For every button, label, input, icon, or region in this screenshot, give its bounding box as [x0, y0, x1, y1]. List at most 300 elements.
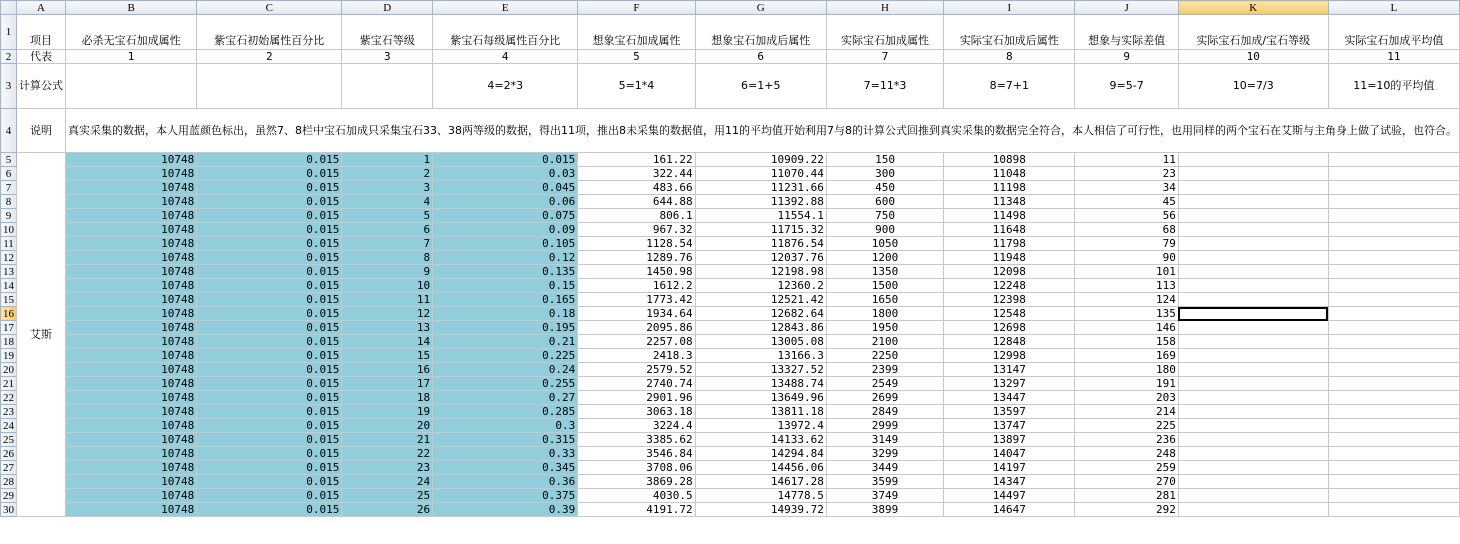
cell-c[interactable]: 0.015	[197, 181, 342, 195]
select-all-corner[interactable]	[1, 1, 17, 15]
cell-h[interactable]: 1200	[826, 251, 943, 265]
cell-e[interactable]: 0.33	[433, 447, 578, 461]
cell-e[interactable]: 0.285	[433, 405, 578, 419]
cell-j[interactable]: 191	[1075, 377, 1178, 391]
cell-h[interactable]: 150	[826, 153, 943, 167]
cell-k[interactable]	[1178, 265, 1328, 279]
cell-h[interactable]: 1500	[826, 279, 943, 293]
cell-l[interactable]	[1328, 377, 1459, 391]
cell-e[interactable]: 0.135	[433, 265, 578, 279]
row-header[interactable]: 2	[1, 50, 17, 64]
cell-k[interactable]	[1178, 433, 1328, 447]
cell-f[interactable]: 1773.42	[578, 293, 695, 307]
cell-c[interactable]: 0.015	[197, 461, 342, 475]
column-header-c[interactable]: C	[197, 1, 342, 15]
cell-l[interactable]	[1328, 433, 1459, 447]
cell-g[interactable]: 12037.76	[695, 251, 826, 265]
row-header[interactable]: 26	[1, 447, 17, 461]
cell-j[interactable]: 281	[1075, 489, 1178, 503]
cell-e[interactable]: 0.045	[433, 181, 578, 195]
code-cell[interactable]: 8	[944, 50, 1075, 64]
row-header[interactable]: 18	[1, 335, 17, 349]
cell-b[interactable]: 10748	[66, 195, 197, 209]
cell-c[interactable]: 0.015	[197, 293, 342, 307]
cell-d[interactable]: 20	[342, 419, 433, 433]
cell-j[interactable]: 56	[1075, 209, 1178, 223]
formula-cell[interactable]: 8=7+1	[944, 64, 1075, 109]
cell-e[interactable]: 0.36	[433, 475, 578, 489]
cell-k[interactable]	[1178, 153, 1328, 167]
formula-cell[interactable]: 10=7/3	[1178, 64, 1328, 109]
cell-g[interactable]: 13811.18	[695, 405, 826, 419]
cell-j[interactable]: 180	[1075, 363, 1178, 377]
row-header[interactable]: 11	[1, 237, 17, 251]
cell-g[interactable]: 13166.3	[695, 349, 826, 363]
cell-k[interactable]	[1178, 475, 1328, 489]
cell-f[interactable]: 1934.64	[578, 307, 695, 321]
cell-j[interactable]: 169	[1075, 349, 1178, 363]
cell-k[interactable]	[1178, 251, 1328, 265]
cell-c[interactable]: 0.015	[197, 223, 342, 237]
cell-f[interactable]: 2740.74	[578, 377, 695, 391]
cell-h[interactable]: 3749	[826, 489, 943, 503]
cell-i[interactable]: 13597	[944, 405, 1075, 419]
cell-f[interactable]: 644.88	[578, 195, 695, 209]
cell-b[interactable]: 10748	[66, 363, 197, 377]
column-header-h[interactable]: H	[826, 1, 943, 15]
cell-k[interactable]	[1178, 503, 1328, 517]
cell-j[interactable]: 225	[1075, 419, 1178, 433]
cell-h[interactable]: 2699	[826, 391, 943, 405]
cell-f[interactable]: 2579.52	[578, 363, 695, 377]
row-header[interactable]: 12	[1, 251, 17, 265]
cell-c[interactable]: 0.015	[197, 475, 342, 489]
cell-j[interactable]: 79	[1075, 237, 1178, 251]
column-header-e[interactable]: E	[433, 1, 578, 15]
cell-h[interactable]: 600	[826, 195, 943, 209]
cell-i[interactable]: 12398	[944, 293, 1075, 307]
formula-cell[interactable]	[342, 64, 433, 109]
cell-i[interactable]: 14197	[944, 461, 1075, 475]
cell-b[interactable]: 10748	[66, 419, 197, 433]
cell-l[interactable]	[1328, 279, 1459, 293]
row-header[interactable]: 4	[1, 109, 17, 153]
cell-f[interactable]: 3546.84	[578, 447, 695, 461]
cell-f[interactable]: 1612.2	[578, 279, 695, 293]
cell-l[interactable]	[1328, 195, 1459, 209]
cell-l[interactable]	[1328, 251, 1459, 265]
cell-e[interactable]: 0.345	[433, 461, 578, 475]
cell-j[interactable]: 158	[1075, 335, 1178, 349]
cell-d[interactable]: 8	[342, 251, 433, 265]
cell-h[interactable]: 1650	[826, 293, 943, 307]
cell-f[interactable]: 2257.08	[578, 335, 695, 349]
cell-b[interactable]: 10748	[66, 293, 197, 307]
cell-k[interactable]	[1178, 237, 1328, 251]
row-header[interactable]: 10	[1, 223, 17, 237]
cell-g[interactable]: 11876.54	[695, 237, 826, 251]
cell-k[interactable]	[1178, 181, 1328, 195]
code-cell[interactable]: 10	[1178, 50, 1328, 64]
cell-b[interactable]: 10748	[66, 335, 197, 349]
cell-k[interactable]	[1178, 321, 1328, 335]
cell-c[interactable]: 0.015	[197, 363, 342, 377]
note-label[interactable]: 说明	[17, 109, 66, 153]
cell-j[interactable]: 45	[1075, 195, 1178, 209]
cell-b[interactable]: 10748	[66, 433, 197, 447]
cell-j[interactable]: 23	[1075, 167, 1178, 181]
formula-cell[interactable]: 9=5-7	[1075, 64, 1178, 109]
cell-k[interactable]	[1178, 363, 1328, 377]
header-cell[interactable]: 实际宝石加成平均值	[1328, 15, 1459, 50]
cell-e[interactable]: 0.165	[433, 293, 578, 307]
cell-h[interactable]: 3149	[826, 433, 943, 447]
cell-e[interactable]: 0.105	[433, 237, 578, 251]
cell-g[interactable]: 11231.66	[695, 181, 826, 195]
cell-d[interactable]: 2	[342, 167, 433, 181]
cell-b[interactable]: 10748	[66, 475, 197, 489]
cell-f[interactable]: 3869.28	[578, 475, 695, 489]
cell-l[interactable]	[1328, 307, 1459, 321]
row-header[interactable]: 21	[1, 377, 17, 391]
cell-j[interactable]: 34	[1075, 181, 1178, 195]
cell-l[interactable]	[1328, 265, 1459, 279]
header-cell[interactable]: 紫宝石每级属性百分比	[433, 15, 578, 50]
cell-f[interactable]: 3063.18	[578, 405, 695, 419]
cell-g[interactable]: 14939.72	[695, 503, 826, 517]
cell-h[interactable]: 1800	[826, 307, 943, 321]
cell-j[interactable]: 11	[1075, 153, 1178, 167]
code-cell[interactable]: 9	[1075, 50, 1178, 64]
cell-j[interactable]: 135	[1075, 307, 1178, 321]
cell-c[interactable]: 0.015	[197, 503, 342, 517]
cell-d[interactable]: 19	[342, 405, 433, 419]
cell-l[interactable]	[1328, 153, 1459, 167]
cell-f[interactable]: 1289.76	[578, 251, 695, 265]
formula-cell[interactable]: 11=10的平均值	[1328, 64, 1459, 109]
cell-e[interactable]: 0.06	[433, 195, 578, 209]
cell-f[interactable]: 1450.98	[578, 265, 695, 279]
cell-l[interactable]	[1328, 503, 1459, 517]
row-header[interactable]: 25	[1, 433, 17, 447]
cell-d[interactable]: 4	[342, 195, 433, 209]
cell-e[interactable]: 0.21	[433, 335, 578, 349]
row-header[interactable]: 13	[1, 265, 17, 279]
cell-k[interactable]	[1178, 335, 1328, 349]
row-header[interactable]: 29	[1, 489, 17, 503]
column-header-a[interactable]: A	[17, 1, 66, 15]
cell-d[interactable]: 17	[342, 377, 433, 391]
row-header[interactable]: 19	[1, 349, 17, 363]
column-header-k[interactable]: K	[1178, 1, 1328, 15]
cell-c[interactable]: 0.015	[197, 265, 342, 279]
cell-c[interactable]: 0.015	[197, 447, 342, 461]
cell-b[interactable]: 10748	[66, 447, 197, 461]
cell-g[interactable]: 14456.06	[695, 461, 826, 475]
cell-b[interactable]: 10748	[66, 209, 197, 223]
cell-d[interactable]: 16	[342, 363, 433, 377]
row-header[interactable]: 20	[1, 363, 17, 377]
header-cell[interactable]: 实际宝石加成后属性	[944, 15, 1075, 50]
cell-c[interactable]: 0.015	[197, 419, 342, 433]
row-header[interactable]: 9	[1, 209, 17, 223]
cell-i[interactable]: 13747	[944, 419, 1075, 433]
group-label[interactable]: 艾斯	[17, 153, 66, 517]
cell-i[interactable]: 11198	[944, 181, 1075, 195]
row-header[interactable]: 7	[1, 181, 17, 195]
row-header[interactable]: 8	[1, 195, 17, 209]
formula-cell[interactable]: 4=2*3	[433, 64, 578, 109]
code-cell[interactable]: 3	[342, 50, 433, 64]
cell-j[interactable]: 90	[1075, 251, 1178, 265]
cell-g[interactable]: 14133.62	[695, 433, 826, 447]
cell-h[interactable]: 2250	[826, 349, 943, 363]
cell-e[interactable]: 0.15	[433, 279, 578, 293]
cell-h[interactable]: 900	[826, 223, 943, 237]
cell-d[interactable]: 18	[342, 391, 433, 405]
row-header[interactable]: 6	[1, 167, 17, 181]
cell-b[interactable]: 10748	[66, 391, 197, 405]
cell-f[interactable]: 2095.86	[578, 321, 695, 335]
cell-d[interactable]: 24	[342, 475, 433, 489]
cell-h[interactable]: 3899	[826, 503, 943, 517]
cell-f[interactable]: 2418.3	[578, 349, 695, 363]
cell-b[interactable]: 10748	[66, 489, 197, 503]
cell-f[interactable]: 806.1	[578, 209, 695, 223]
cell-i[interactable]: 13447	[944, 391, 1075, 405]
cell-i[interactable]: 12848	[944, 335, 1075, 349]
cell-i[interactable]: 14647	[944, 503, 1075, 517]
cell-h[interactable]: 2999	[826, 419, 943, 433]
row-header[interactable]: 17	[1, 321, 17, 335]
cell-b[interactable]: 10748	[66, 237, 197, 251]
row-header[interactable]: 30	[1, 503, 17, 517]
cell-i[interactable]: 13297	[944, 377, 1075, 391]
cell-j[interactable]: 146	[1075, 321, 1178, 335]
cell-g[interactable]: 10909.22	[695, 153, 826, 167]
cell-l[interactable]	[1328, 349, 1459, 363]
cell-l[interactable]	[1328, 293, 1459, 307]
cell-j[interactable]: 214	[1075, 405, 1178, 419]
cell-e[interactable]: 0.255	[433, 377, 578, 391]
cell-b[interactable]: 10748	[66, 349, 197, 363]
header-cell[interactable]: 实际宝石加成属性	[826, 15, 943, 50]
code-cell[interactable]: 代表	[17, 50, 66, 64]
cell-c[interactable]: 0.015	[197, 321, 342, 335]
cell-i[interactable]: 14047	[944, 447, 1075, 461]
cell-c[interactable]: 0.015	[197, 307, 342, 321]
cell-e[interactable]: 0.195	[433, 321, 578, 335]
cell-b[interactable]: 10748	[66, 377, 197, 391]
column-header-d[interactable]: D	[342, 1, 433, 15]
cell-d[interactable]: 12	[342, 307, 433, 321]
cell-c[interactable]: 0.015	[197, 489, 342, 503]
cell-b[interactable]: 10748	[66, 153, 197, 167]
cell-e[interactable]: 0.3	[433, 419, 578, 433]
cell-h[interactable]: 450	[826, 181, 943, 195]
cell-c[interactable]: 0.015	[197, 195, 342, 209]
cell-k[interactable]	[1178, 391, 1328, 405]
cell-b[interactable]: 10748	[66, 307, 197, 321]
code-cell[interactable]: 11	[1328, 50, 1459, 64]
cell-c[interactable]: 0.015	[197, 405, 342, 419]
cell-d[interactable]: 21	[342, 433, 433, 447]
cell-f[interactable]: 3385.62	[578, 433, 695, 447]
cell-e[interactable]: 0.09	[433, 223, 578, 237]
column-header-l[interactable]: L	[1328, 1, 1459, 15]
cell-g[interactable]: 12198.98	[695, 265, 826, 279]
cell-e[interactable]: 0.12	[433, 251, 578, 265]
cell-i[interactable]: 11798	[944, 237, 1075, 251]
cell-k[interactable]	[1178, 223, 1328, 237]
cell-d[interactable]: 23	[342, 461, 433, 475]
cell-h[interactable]: 2549	[826, 377, 943, 391]
header-cell[interactable]: 必杀无宝石加成属性	[66, 15, 197, 50]
cell-i[interactable]: 12998	[944, 349, 1075, 363]
row-header[interactable]: 27	[1, 461, 17, 475]
cell-e[interactable]: 0.375	[433, 489, 578, 503]
cell-g[interactable]: 12843.86	[695, 321, 826, 335]
cell-d[interactable]: 25	[342, 489, 433, 503]
cell-c[interactable]: 0.015	[197, 279, 342, 293]
cell-f[interactable]: 483.66	[578, 181, 695, 195]
header-cell[interactable]: 想象与实际差值	[1075, 15, 1178, 50]
cell-j[interactable]: 68	[1075, 223, 1178, 237]
cell-k[interactable]	[1178, 489, 1328, 503]
cell-k[interactable]	[1178, 377, 1328, 391]
row-header[interactable]: 24	[1, 419, 17, 433]
cell-c[interactable]: 0.015	[197, 251, 342, 265]
cell-i[interactable]: 10898	[944, 153, 1075, 167]
cell-h[interactable]: 1350	[826, 265, 943, 279]
cell-c[interactable]: 0.015	[197, 209, 342, 223]
cell-j[interactable]: 292	[1075, 503, 1178, 517]
cell-d[interactable]: 22	[342, 447, 433, 461]
cell-h[interactable]: 750	[826, 209, 943, 223]
header-cell[interactable]: 实际宝石加成/宝石等级	[1178, 15, 1328, 50]
cell-d[interactable]: 1	[342, 153, 433, 167]
cell-k[interactable]	[1178, 405, 1328, 419]
cell-d[interactable]: 9	[342, 265, 433, 279]
cell-b[interactable]: 10748	[66, 321, 197, 335]
code-cell[interactable]: 2	[197, 50, 342, 64]
row-header[interactable]: 3	[1, 64, 17, 109]
cell-d[interactable]: 11	[342, 293, 433, 307]
cell-g[interactable]: 13327.52	[695, 363, 826, 377]
cell-c[interactable]: 0.015	[197, 433, 342, 447]
cell-i[interactable]: 12098	[944, 265, 1075, 279]
cell-l[interactable]	[1328, 223, 1459, 237]
note-text[interactable]: 真实采集的数据，本人用蓝颜色标出，虽然7、8栏中宝石加成只采集宝石33、38两等级的数据，得出11项，推出8未采集的数据值，用11的平均值开始利用7与8的计算公式回推到真实采集的数据完全符合，本人相信了可行性，也用同样的两个宝石在艾斯与主角身上做了试验，也符合。	[66, 109, 1460, 153]
cell-l[interactable]	[1328, 475, 1459, 489]
cell-i[interactable]: 13147	[944, 363, 1075, 377]
cell-g[interactable]: 12360.2	[695, 279, 826, 293]
cell-g[interactable]: 11070.44	[695, 167, 826, 181]
cell-i[interactable]: 11948	[944, 251, 1075, 265]
cell-i[interactable]: 12548	[944, 307, 1075, 321]
row-header[interactable]: 14	[1, 279, 17, 293]
formula-cell[interactable]: 5=1*4	[578, 64, 695, 109]
cell-l[interactable]	[1328, 391, 1459, 405]
cell-i[interactable]: 12248	[944, 279, 1075, 293]
row-header[interactable]: 23	[1, 405, 17, 419]
row-header[interactable]: 15	[1, 293, 17, 307]
cell-j[interactable]: 236	[1075, 433, 1178, 447]
cell-g[interactable]: 13488.74	[695, 377, 826, 391]
column-header-j[interactable]: J	[1075, 1, 1178, 15]
cell-h[interactable]: 3449	[826, 461, 943, 475]
formula-cell[interactable]	[197, 64, 342, 109]
cell-g[interactable]: 11715.32	[695, 223, 826, 237]
column-header-i[interactable]: I	[944, 1, 1075, 15]
cell-d[interactable]: 6	[342, 223, 433, 237]
cell-b[interactable]: 10748	[66, 167, 197, 181]
cell-l[interactable]	[1328, 237, 1459, 251]
cell-j[interactable]: 248	[1075, 447, 1178, 461]
cell-k[interactable]	[1178, 349, 1328, 363]
cell-d[interactable]: 15	[342, 349, 433, 363]
row-header[interactable]: 1	[1, 15, 17, 50]
cell-d[interactable]: 3	[342, 181, 433, 195]
header-cell[interactable]: 想象宝石加成后属性	[695, 15, 826, 50]
header-cell[interactable]: 项目	[17, 15, 66, 50]
cell-g[interactable]: 14778.5	[695, 489, 826, 503]
cell-j[interactable]: 203	[1075, 391, 1178, 405]
cell-d[interactable]: 5	[342, 209, 433, 223]
cell-c[interactable]: 0.015	[197, 153, 342, 167]
header-cell[interactable]: 紫宝石等级	[342, 15, 433, 50]
cell-e[interactable]: 0.03	[433, 167, 578, 181]
cell-c[interactable]: 0.015	[197, 349, 342, 363]
cell-g[interactable]: 11554.1	[695, 209, 826, 223]
cell-f[interactable]: 2901.96	[578, 391, 695, 405]
code-cell[interactable]: 6	[695, 50, 826, 64]
cell-e[interactable]: 0.015	[433, 153, 578, 167]
cell-g[interactable]: 14617.28	[695, 475, 826, 489]
cell-b[interactable]: 10748	[66, 251, 197, 265]
cell-g[interactable]: 12682.64	[695, 307, 826, 321]
cell-e[interactable]: 0.315	[433, 433, 578, 447]
cell-l[interactable]	[1328, 363, 1459, 377]
cell-c[interactable]: 0.015	[197, 335, 342, 349]
cell-b[interactable]: 10748	[66, 223, 197, 237]
cell-g[interactable]: 12521.42	[695, 293, 826, 307]
cell-k[interactable]	[1178, 419, 1328, 433]
cell-d[interactable]: 13	[342, 321, 433, 335]
cell-e[interactable]: 0.18	[433, 307, 578, 321]
cell-h[interactable]: 1950	[826, 321, 943, 335]
cell-f[interactable]: 3708.06	[578, 461, 695, 475]
cell-c[interactable]: 0.015	[197, 391, 342, 405]
cell-f[interactable]: 1128.54	[578, 237, 695, 251]
cell-j[interactable]: 270	[1075, 475, 1178, 489]
cell-d[interactable]: 7	[342, 237, 433, 251]
cell-i[interactable]: 11348	[944, 195, 1075, 209]
cell-l[interactable]	[1328, 209, 1459, 223]
cell-h[interactable]: 1050	[826, 237, 943, 251]
cell-l[interactable]	[1328, 335, 1459, 349]
formula-cell[interactable]: 计算公式	[17, 64, 66, 109]
header-cell[interactable]: 紫宝石初始属性百分比	[197, 15, 342, 50]
cell-l[interactable]	[1328, 321, 1459, 335]
cell-j[interactable]: 101	[1075, 265, 1178, 279]
cell-l[interactable]	[1328, 447, 1459, 461]
cell-g[interactable]: 11392.88	[695, 195, 826, 209]
cell-l[interactable]	[1328, 181, 1459, 195]
cell-h[interactable]: 2399	[826, 363, 943, 377]
cell-d[interactable]: 14	[342, 335, 433, 349]
column-header-b[interactable]: B	[66, 1, 197, 15]
